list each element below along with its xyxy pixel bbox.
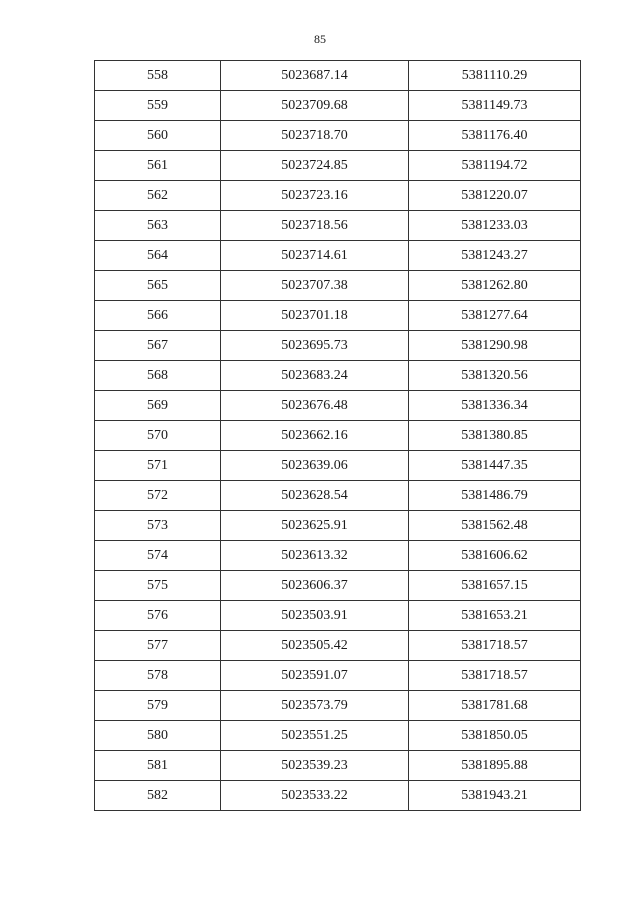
table-row [95,511,581,541]
x-coordinate-cell: 5023718.70 [221,121,409,151]
y-coordinate-cell: 5381277.64 [409,301,581,331]
point-number-cell: 581 [95,751,221,781]
x-coordinate-cell: 5023628.54 [221,481,409,511]
table-row [95,61,581,91]
y-coordinate-cell: 5381149.73 [409,91,581,121]
x-coordinate-cell: 5023676.48 [221,391,409,421]
y-coordinate-cell: 5381262.80 [409,271,581,301]
coordinates-table [94,60,581,811]
y-coordinate-cell: 5381895.88 [409,751,581,781]
table-row [95,391,581,421]
table-row [95,361,581,391]
table-row [95,181,581,211]
table-row [95,91,581,121]
x-coordinate-cell: 5023503.91 [221,601,409,631]
y-coordinate-cell: 5381657.15 [409,571,581,601]
point-number-cell: 561 [95,151,221,181]
point-number-cell: 569 [95,391,221,421]
point-number-cell: 578 [95,661,221,691]
y-coordinate-cell: 5381243.27 [409,241,581,271]
x-coordinate-cell: 5023606.37 [221,571,409,601]
table-row [95,151,581,181]
table-row [95,631,581,661]
x-coordinate-cell: 5023709.68 [221,91,409,121]
y-coordinate-cell: 5381320.56 [409,361,581,391]
point-number-cell: 564 [95,241,221,271]
y-coordinate-cell: 5381718.57 [409,631,581,661]
y-coordinate-cell: 5381220.07 [409,181,581,211]
y-coordinate-cell: 5381653.21 [409,601,581,631]
table-row [95,331,581,361]
point-number-cell: 577 [95,631,221,661]
point-number-cell: 567 [95,331,221,361]
x-coordinate-cell: 5023639.06 [221,451,409,481]
x-coordinate-cell: 5023505.42 [221,631,409,661]
y-coordinate-cell: 5381110.29 [409,61,581,91]
point-number-cell: 572 [95,481,221,511]
x-coordinate-cell: 5023573.79 [221,691,409,721]
table-row [95,661,581,691]
x-coordinate-cell: 5023662.16 [221,421,409,451]
x-coordinate-cell: 5023687.14 [221,61,409,91]
table-row [95,121,581,151]
y-coordinate-cell: 5381562.48 [409,511,581,541]
x-coordinate-cell: 5023683.24 [221,361,409,391]
page-number: 85 [314,32,326,46]
table-row [95,691,581,721]
point-number-cell: 571 [95,451,221,481]
point-number-cell: 560 [95,121,221,151]
y-coordinate-cell: 5381781.68 [409,691,581,721]
x-coordinate-cell: 5023707.38 [221,271,409,301]
x-coordinate-cell: 5023718.56 [221,211,409,241]
x-coordinate-cell: 5023723.16 [221,181,409,211]
table-row [95,481,581,511]
x-coordinate-cell: 5023701.18 [221,301,409,331]
x-coordinate-cell: 5023695.73 [221,331,409,361]
point-number-cell: 580 [95,721,221,751]
y-coordinate-cell: 5381176.40 [409,121,581,151]
y-coordinate-cell: 5381718.57 [409,661,581,691]
table-row [95,601,581,631]
x-coordinate-cell: 5023551.25 [221,721,409,751]
coordinates-table-body [95,61,581,811]
y-coordinate-cell: 5381850.05 [409,721,581,751]
point-number-cell: 559 [95,91,221,121]
y-coordinate-cell: 5381336.34 [409,391,581,421]
point-number-cell: 570 [95,421,221,451]
y-coordinate-cell: 5381606.62 [409,541,581,571]
table-row [95,541,581,571]
x-coordinate-cell: 5023591.07 [221,661,409,691]
y-coordinate-cell: 5381194.72 [409,151,581,181]
y-coordinate-cell: 5381447.35 [409,451,581,481]
table-row [95,421,581,451]
x-coordinate-cell: 5023625.91 [221,511,409,541]
point-number-cell: 562 [95,181,221,211]
y-coordinate-cell: 5381290.98 [409,331,581,361]
table-row [95,571,581,601]
point-number-cell: 575 [95,571,221,601]
point-number-cell: 558 [95,61,221,91]
point-number-cell: 568 [95,361,221,391]
point-number-cell: 582 [95,781,221,811]
point-number-cell: 579 [95,691,221,721]
table-row [95,271,581,301]
x-coordinate-cell: 5023613.32 [221,541,409,571]
point-number-cell: 565 [95,271,221,301]
table-row [95,451,581,481]
point-number-cell: 563 [95,211,221,241]
table-row [95,781,581,811]
table-row [95,751,581,781]
y-coordinate-cell: 5381943.21 [409,781,581,811]
x-coordinate-cell: 5023533.22 [221,781,409,811]
table-row [95,301,581,331]
table-row [95,241,581,271]
table-row [95,721,581,751]
x-coordinate-cell: 5023724.85 [221,151,409,181]
y-coordinate-cell: 5381380.85 [409,421,581,451]
y-coordinate-cell: 5381233.03 [409,211,581,241]
x-coordinate-cell: 5023539.23 [221,751,409,781]
point-number-cell: 573 [95,511,221,541]
x-coordinate-cell: 5023714.61 [221,241,409,271]
point-number-cell: 574 [95,541,221,571]
table-row [95,211,581,241]
y-coordinate-cell: 5381486.79 [409,481,581,511]
point-number-cell: 576 [95,601,221,631]
point-number-cell: 566 [95,301,221,331]
